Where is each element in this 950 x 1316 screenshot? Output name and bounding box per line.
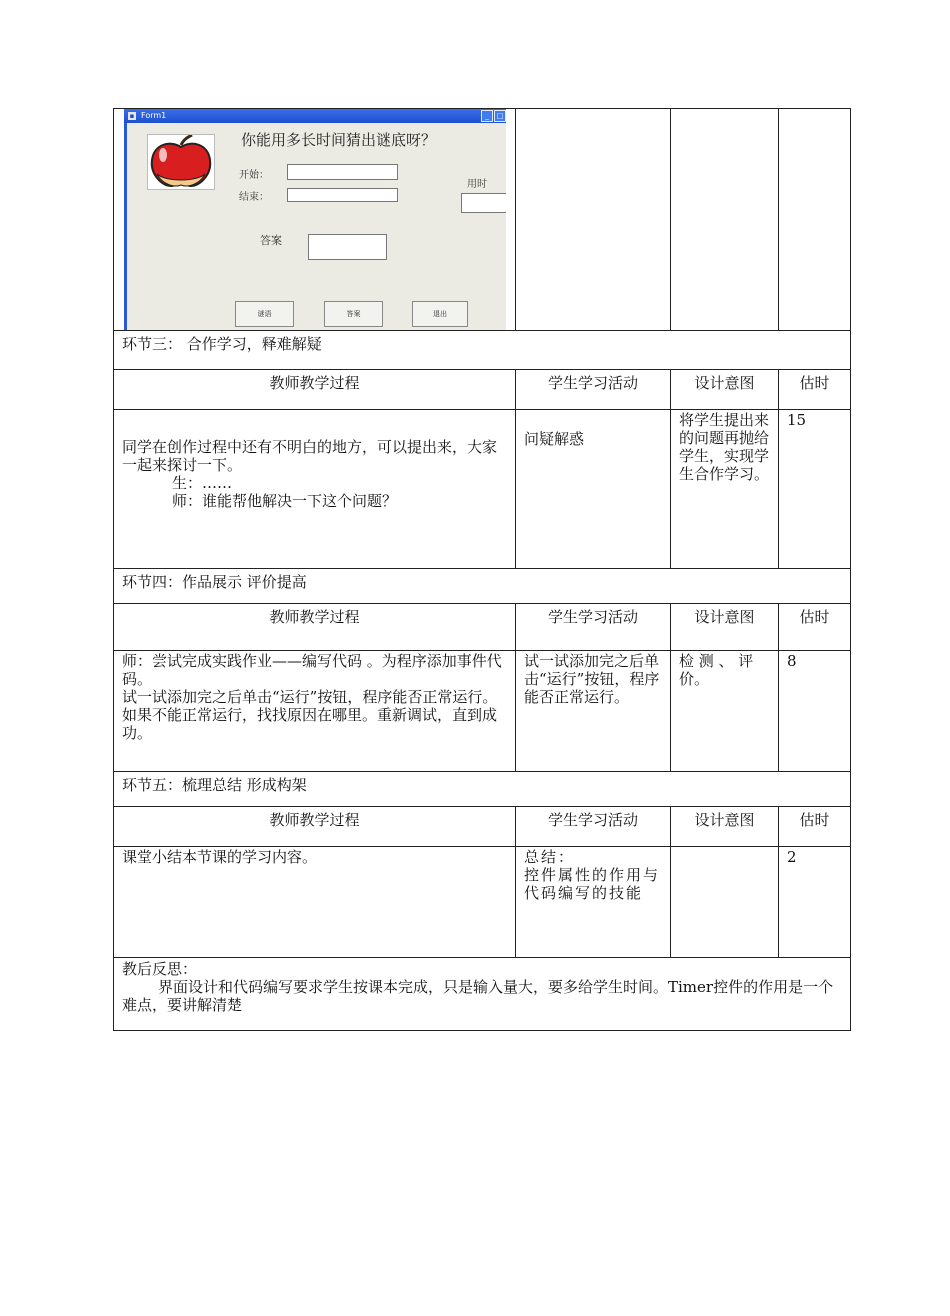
reflection-cell xyxy=(114,958,851,1031)
answer-field[interactable] xyxy=(308,234,387,260)
empty-cell xyxy=(671,109,779,331)
section4-content-row xyxy=(114,651,851,772)
lesson-plan-table xyxy=(113,108,851,1031)
teacher-line: 生：…… xyxy=(172,474,233,492)
header-teacher: 教师教学过程 xyxy=(114,807,516,847)
header-student: 学生学习活动 xyxy=(516,604,671,651)
header-teacher: 教师教学过程 xyxy=(114,604,516,651)
header-time: 估时 xyxy=(779,604,851,651)
teacher-line: 师：谁能帮他解决一下这个问题？ xyxy=(172,492,398,510)
header-teacher: 教师教学过程 xyxy=(114,370,516,410)
section5-student-cell xyxy=(516,847,671,958)
answer-button[interactable]: 答案 xyxy=(324,301,383,327)
section5-title: 环节五：梳理总结 形成构架 xyxy=(114,772,851,807)
section3-student-cell: 问疑解惑 xyxy=(516,410,671,569)
minimize-icon[interactable]: _ xyxy=(481,110,493,122)
empty-cell xyxy=(516,109,671,331)
screenshot-row xyxy=(114,109,851,331)
header-intent: 设计意图 xyxy=(671,807,779,847)
section3-content-row xyxy=(114,410,851,569)
section3-time-cell: 15 xyxy=(779,410,851,569)
reflection-label: 教后反思： xyxy=(122,960,198,978)
exit-button[interactable]: 退出 xyxy=(412,301,468,327)
section3-title: 环节三： 合作学习，释难解疑 xyxy=(114,331,851,370)
answer-label: 答案 xyxy=(260,234,282,247)
header-time: 估时 xyxy=(779,370,851,410)
section4-intent-cell: 检 测 、 评价。 xyxy=(671,651,779,772)
section3-header-row xyxy=(114,370,851,410)
end-time-field[interactable] xyxy=(287,188,398,202)
maximize-icon[interactable]: □ xyxy=(494,110,506,122)
header-intent: 设计意图 xyxy=(671,604,779,651)
red-apple-icon xyxy=(147,134,215,190)
form-title: Form1 xyxy=(141,111,167,120)
end-label: 结束： xyxy=(239,192,269,203)
form-heading: 你能用多长时间猜出谜底呀？ xyxy=(241,131,437,149)
empty-cell xyxy=(779,109,851,331)
riddle-button[interactable]: 谜语 xyxy=(235,301,294,327)
elapsed-time-field[interactable] xyxy=(461,193,506,213)
header-student: 学生学习活动 xyxy=(516,807,671,847)
form-body xyxy=(124,123,506,330)
form-titlebar xyxy=(124,109,506,123)
start-label: 开始： xyxy=(239,170,269,181)
teacher-paragraph: 同学在创作过程中还有不明白的地方，可以提出来，大家一起来探讨一下。 xyxy=(122,438,498,474)
section4-header-row xyxy=(114,604,851,651)
vb-form-window xyxy=(114,109,506,330)
reflection-row xyxy=(114,958,851,1031)
section5-content-row xyxy=(114,847,851,958)
student-line: 控件属性的作用与代码编写的技能 xyxy=(524,866,661,902)
header-intent: 设计意图 xyxy=(671,370,779,410)
section4-time-cell: 8 xyxy=(779,651,851,772)
header-time: 估时 xyxy=(779,807,851,847)
form-left-margin xyxy=(114,109,124,330)
section4-student-cell: 试一试添加完之后单击“运行”按钮，程序能否正常运行。 xyxy=(516,651,671,772)
section5-time-cell: 2 xyxy=(779,847,851,958)
section3-intent-cell: 将学生提出来的问题再抛给学生，实现学生合作学习。 xyxy=(671,410,779,569)
start-time-field[interactable] xyxy=(287,164,398,180)
form-screenshot-cell xyxy=(114,109,516,331)
teacher-paragraph: 试一试添加完之后单击“运行”按钮，程序能否正常运行。如果不能正常运行，找找原因在哪里。重新调试，直到成功。 xyxy=(122,688,498,742)
section5-intent-cell xyxy=(671,847,779,958)
section4-title: 环节四：作品展示 评价提高 xyxy=(114,569,851,604)
reflection-text: 界面设计和代码编写要求学生按课本完成，只是输入量大，要多给学生时间。Timer控件的作用是一个难点，要讲解清楚 xyxy=(122,978,834,1014)
elapsed-time-label: 用时 xyxy=(467,179,487,190)
header-student: 学生学习活动 xyxy=(516,370,671,410)
student-line: 总结： xyxy=(524,848,576,866)
section5-header-row xyxy=(114,807,851,847)
section3-teacher-cell xyxy=(114,410,516,569)
teacher-paragraph: 师：尝试完成实践作业——编写代码 。为程序添加事件代码。 xyxy=(122,652,502,688)
form-app-icon: ▪ xyxy=(129,112,135,120)
window-controls xyxy=(481,110,506,122)
section5-teacher-cell: 课堂小结本节课的学习内容。 xyxy=(114,847,516,958)
section4-teacher-cell xyxy=(114,651,516,772)
